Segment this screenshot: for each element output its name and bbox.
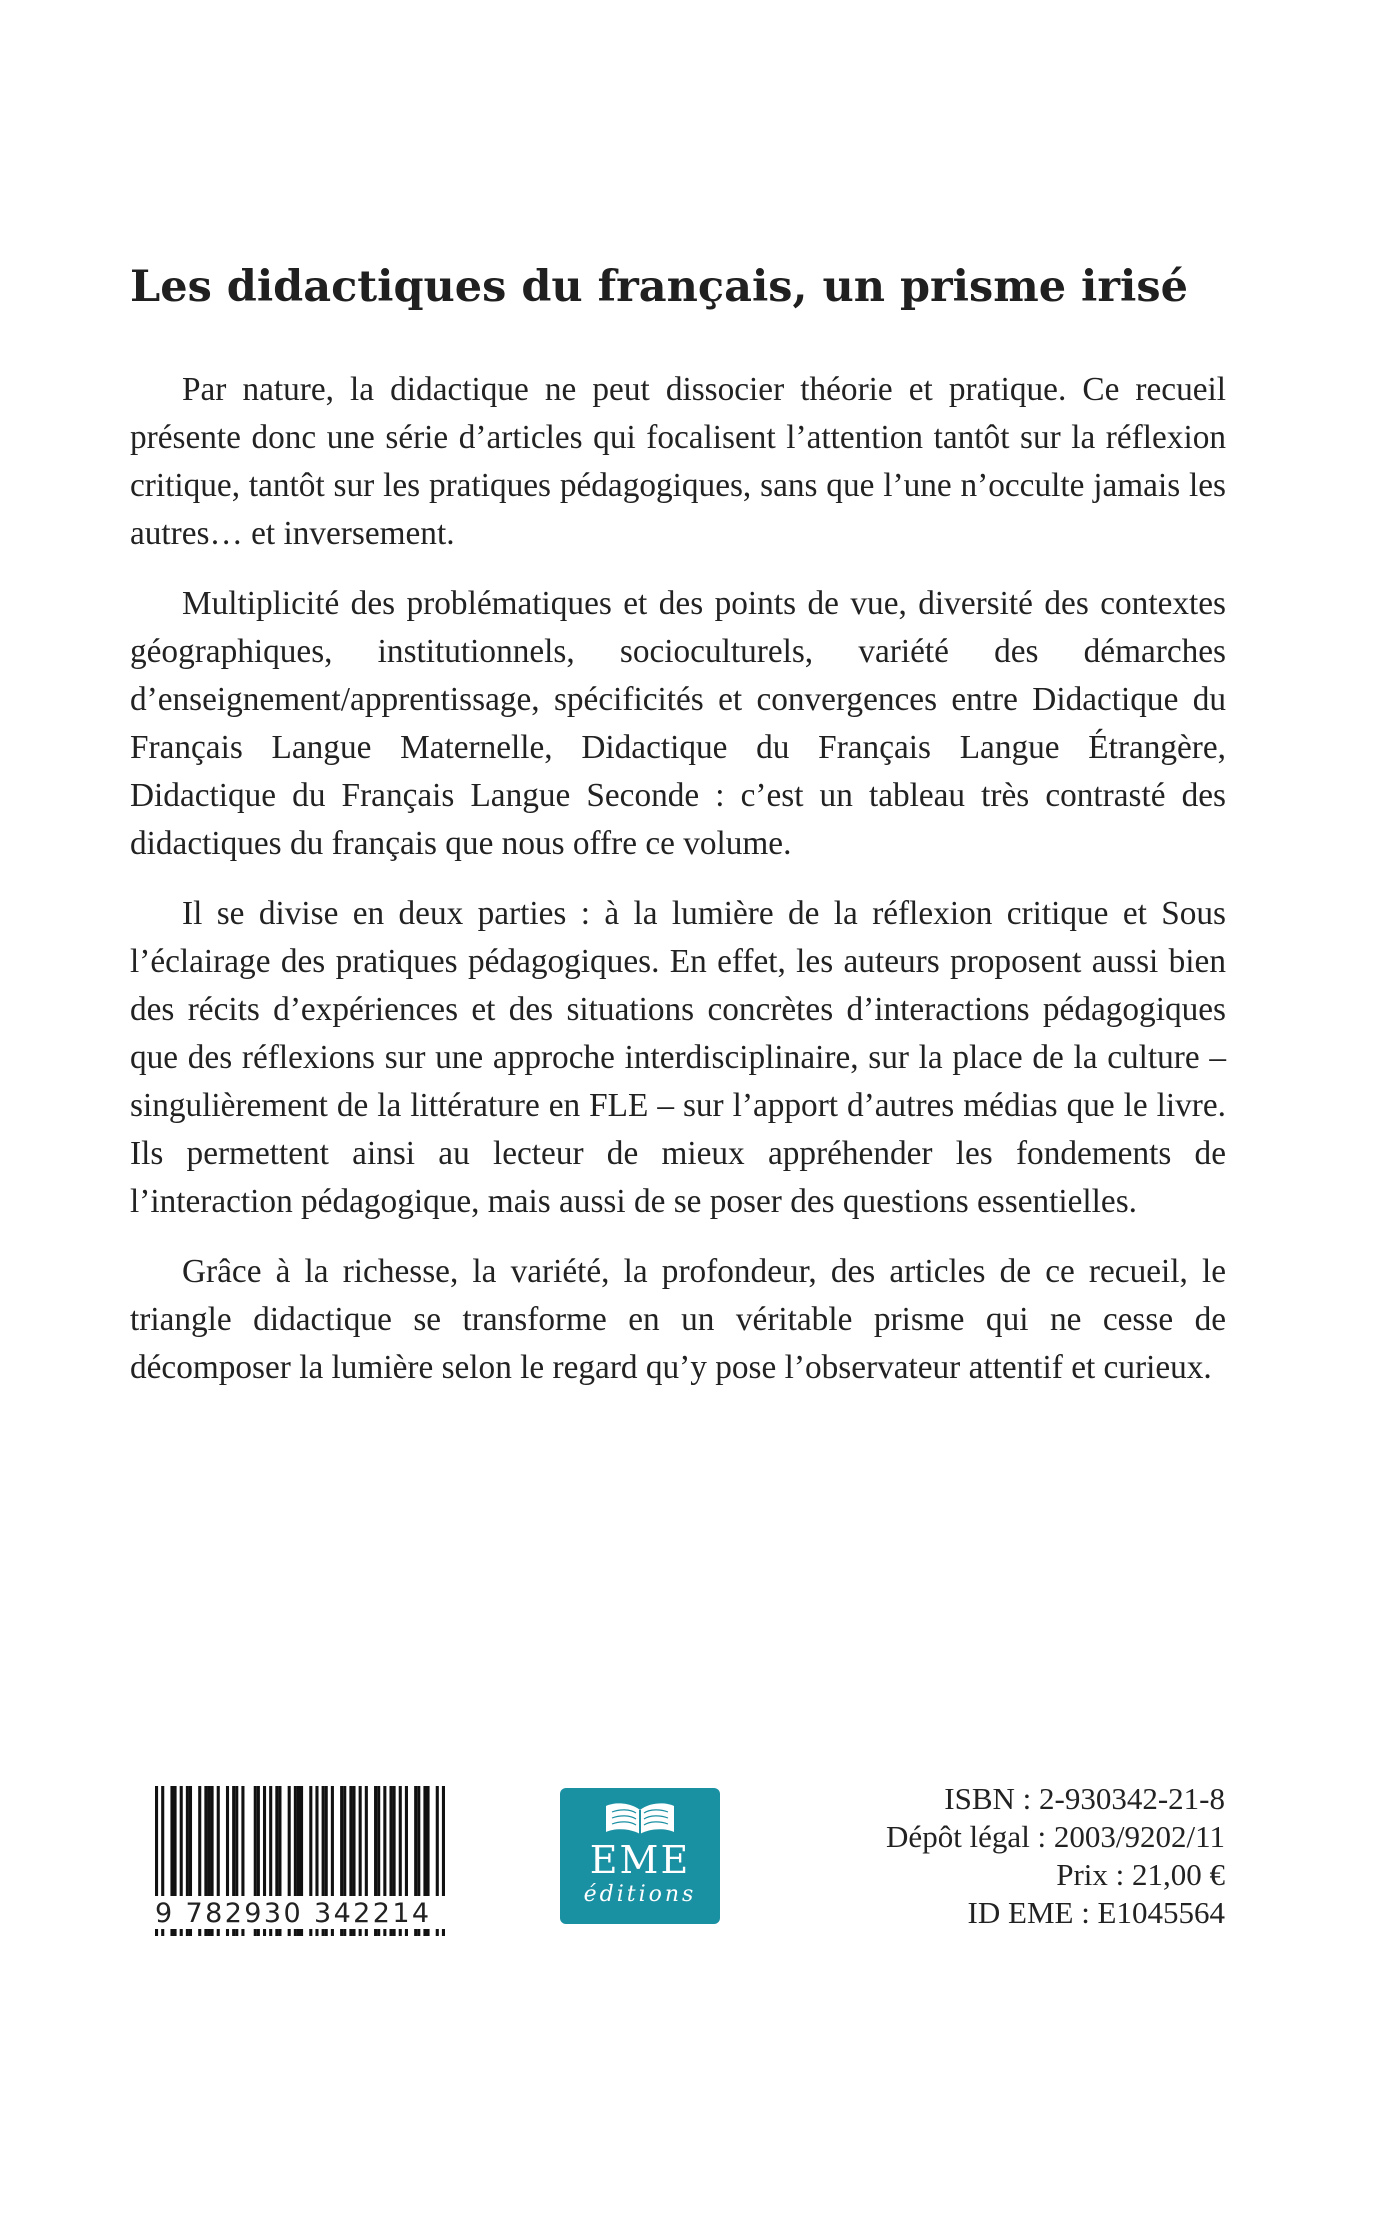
logo-brand: EME	[589, 1838, 691, 1882]
back-cover-text	[130, 366, 1226, 1414]
open-book-icon	[600, 1798, 680, 1838]
eme-id: ID EME : E1045564	[967, 1895, 1225, 1930]
paragraph: Grâce à la richesse, la variété, la profondeur, des articles de ce recueil, le triangle didactique se transforme en un véritable prisme qui ne cesse de décomposer la lumière selon le regard qu’y pose l’observateur attentif et curieux.	[130, 1253, 1226, 1386]
paragraph: Par nature, la didactique ne peut dissocier théorie et pratique. Ce recueil présente donc une série d’articles qui focalisent l’attention tantôt sur la réflexion critique, tantôt sur les pratiques pédagogiques, sans que l’une n’occulte jamais les autres… et inversement.	[130, 371, 1226, 552]
paragraph: Multiplicité des problématiques et des points de vue, diversité des contextes géographiques, institutionnels, socioculturels, variété des démarches d’enseignement/apprentissage, spécificités et convergences entre Didactique du Français Langue Maternelle, Didactique du Français Langue Étrangère, Didactique du Français Langue Seconde : c’est un tableau très contrasté des didactiques du français que nous offre ce volume.	[130, 585, 1226, 862]
isbn: ISBN : 2-930342-21-8	[944, 1781, 1225, 1816]
book-title: Les didactiques du français, un prisme irisé	[130, 262, 1188, 312]
publisher-logo	[560, 1788, 720, 1924]
barcode-digits: 9 782930 342214	[155, 1896, 445, 1929]
paragraph: Il se divise en deux parties : à la lumière de la réflexion critique et Sous l’éclairage des pratiques pédagogiques. En effet, les auteurs proposent aussi bien des récits d’expériences et des situations concrètes d’interactions pédagogiques que des réflexions sur une approche interdisciplinaire, sur la place de la culture – singulièrement de la littérature en FLE – sur l’apport d’autres médias que le livre. Ils permettent ainsi au lecteur de mieux appréhender les fondements de l’interaction pédagogique, mais aussi de se poser des questions essentielles.	[130, 895, 1226, 1220]
depot-legal: Dépôt légal : 2003/9202/11	[886, 1819, 1225, 1854]
price: Prix : 21,00 €	[1056, 1857, 1225, 1892]
logo-subtitle: éditions	[583, 1882, 697, 1907]
publication-info	[886, 1780, 1225, 1932]
